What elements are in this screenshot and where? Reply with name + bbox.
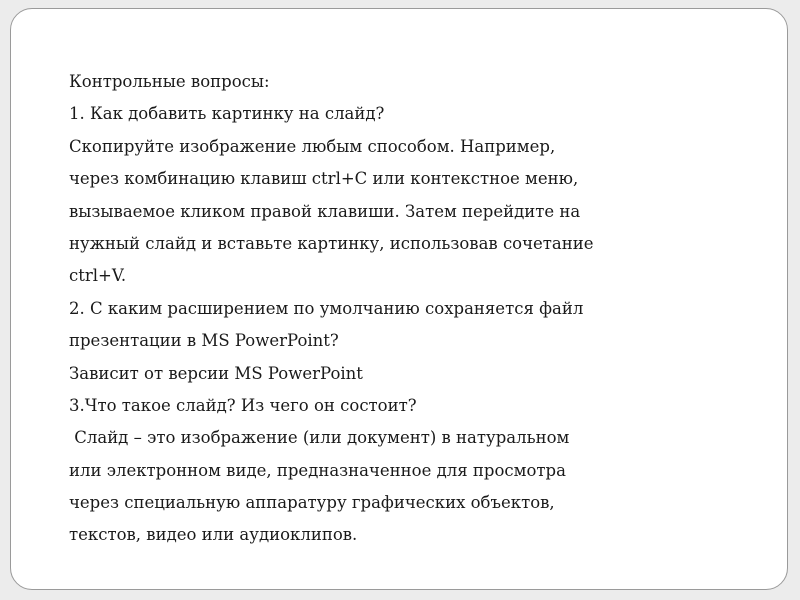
question-1: 1. Как добавить картинку на слайд?	[69, 104, 385, 124]
answer-3-line-1: Слайд – это изображение (или документ) в натуральном	[69, 428, 570, 448]
answer-1-line-4: нужный слайд и вставьте картинку, использовав сочетание	[69, 233, 594, 253]
answer-3-line-2: или электронном виде, предназначенное для просмотра	[69, 460, 566, 480]
answer-3-line-3: через специальную аппаратуру графических объектов,	[69, 493, 555, 513]
answer-2: Зависит от версии MS PowerPoint	[69, 363, 363, 383]
question-3: 3.Что такое слайд? Из чего он состоит?	[69, 395, 417, 415]
slide-text-body	[69, 66, 709, 552]
question-2-line-2: презентации в MS PowerPoint?	[69, 331, 339, 351]
answer-1-line-1: Скопируйте изображение любым способом. Например,	[69, 136, 556, 156]
answer-1-line-5: ctrl+V.	[69, 266, 127, 286]
answer-1-line-3: вызываемое кликом правой клавиши. Затем перейдите на	[69, 201, 581, 221]
slide-frame	[10, 8, 788, 590]
answer-3-line-4: текстов, видео или аудиоклипов.	[69, 525, 358, 545]
question-2-line-1: 2. С каким расширением по умолчанию сохраняется файл	[69, 298, 584, 318]
slide-heading: Контрольные вопросы:	[69, 72, 270, 91]
answer-1-line-2: через комбинацию клавиш ctrl+C или контекстное меню,	[69, 169, 579, 189]
